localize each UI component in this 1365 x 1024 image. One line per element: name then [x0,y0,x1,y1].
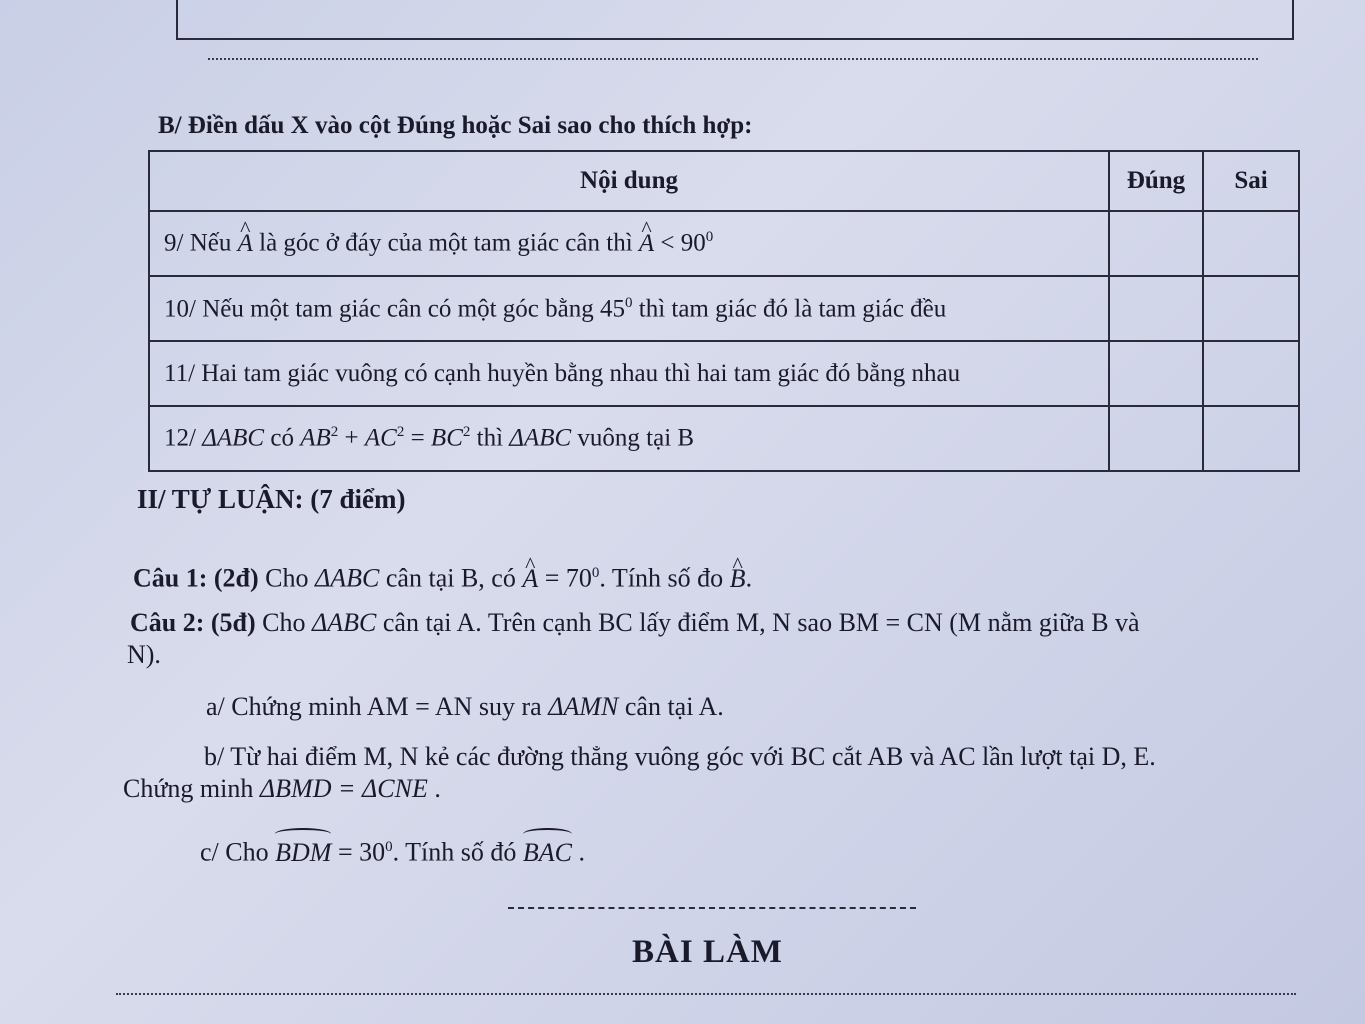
section-b-title: B/ Điền dấu X vào cột Đúng hoặc Sai sao cho thích hợp: [158,112,753,139]
answer-cell-false[interactable] [1203,211,1299,276]
dotted-line [208,58,1258,60]
answer-cell-false[interactable] [1203,276,1299,341]
dotted-line [116,993,1296,995]
answer-section-title: BÀI LÀM [632,934,783,970]
true-false-table [148,150,1300,472]
table-row [149,406,1299,471]
table-header-row [149,151,1299,211]
table-row [149,276,1299,341]
answer-cell-true[interactable] [1109,211,1203,276]
answer-cell-true[interactable] [1109,276,1203,341]
table-row [149,341,1299,405]
header-true: Đúng [1109,151,1203,211]
previous-answer-box [176,0,1294,40]
statement-10: 10/ Nếu một tam giác cân có một góc bằng $45^0$ thì tam giác đó là tam giác đều [149,276,1109,341]
answer-cell-false[interactable] [1203,406,1299,471]
separator-line [508,907,916,909]
header-false: Sai [1203,151,1299,211]
question-2: Câu 2: (5đ) Cho ΔABC cân tại A. Trên cạnh BC lấy điểm M, N sao BM = CN (M nằm giữa B và [130,608,1140,637]
statement-11: 11/ Hai tam giác vuông có cạnh huyền bằng nhau thì hai tam giác đó bằng nhau [149,341,1109,405]
essay-heading: II/ TỰ LUẬN: (7 điểm) [137,484,406,514]
answer-cell-true[interactable] [1109,341,1203,405]
question-1: Câu 1: (2đ) Cho ΔABC cân tại B, có ^ $A = 70^0$. Tính số đo ^ B. [133,556,752,596]
answer-cell-true[interactable] [1109,406,1203,471]
question-2-part-c: c/ Cho BDM = $30^0$. Tính số đó BAC . [200,830,585,870]
answer-cell-false[interactable] [1203,341,1299,405]
statement-12: 12/ ΔABC có $AB^2 + AC^2 = BC^2$ thì ΔABC vuông tại B [149,406,1109,471]
statement-9: 9/ Nếu ^ A là góc ở đáy của một tam giác cân thì ^ $A < 90^0$ [149,211,1109,276]
header-content: Nội dung [149,151,1109,211]
question-2-continued: N). [127,640,161,669]
table-row [149,211,1299,276]
question-2-part-a: a/ Chứng minh AM = AN suy ra ΔAMN cân tại A. [206,692,724,721]
question-2-part-b-continued: Chứng minh ΔBMD = ΔCNE . [123,774,441,803]
question-2-part-b: b/ Từ hai điểm M, N kẻ các đường thẳng vuông góc với BC cắt AB và AC lần lượt tại D, E. [204,742,1156,771]
